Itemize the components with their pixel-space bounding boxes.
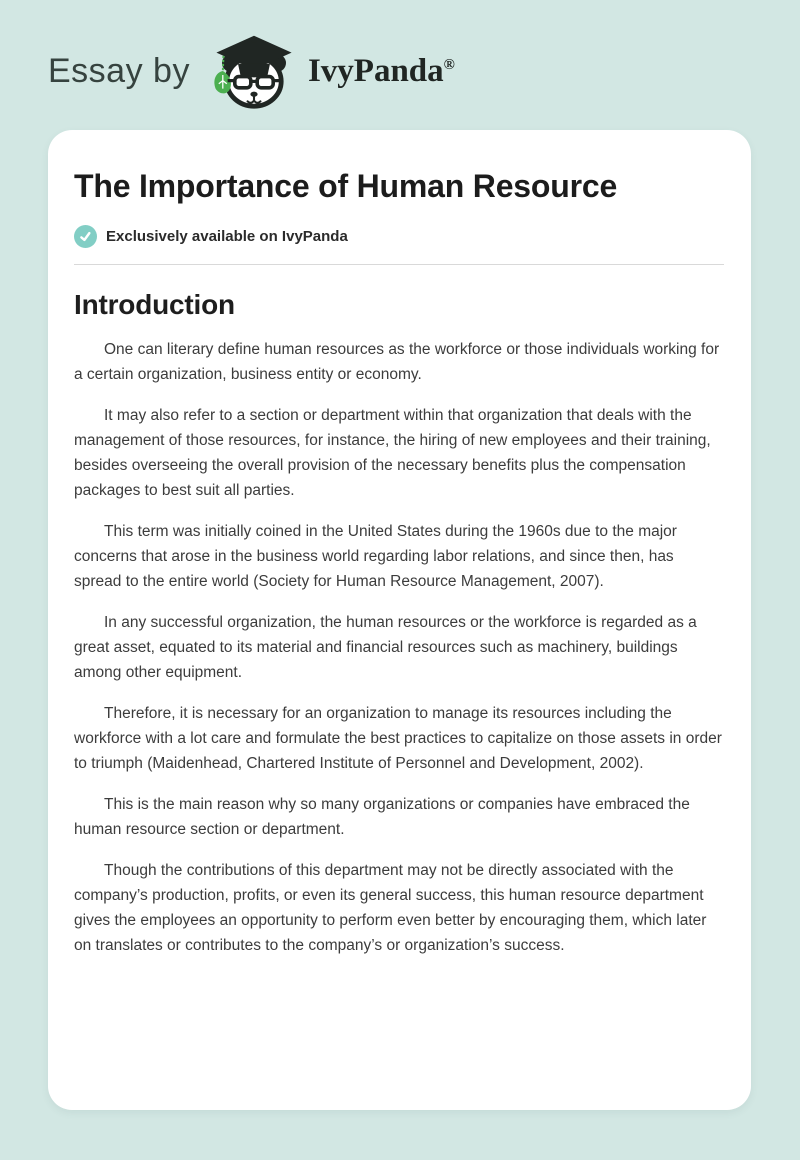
divider [74, 264, 724, 265]
availability-badge [74, 225, 724, 248]
availability-badge-label: Exclusively available on IvyPanda [106, 227, 348, 245]
essay-paragraph: This term was initially coined in the United States during the 1960s due to the major concerns that arose in the business world regarding labor relations, and since then, has spread to the entire world (Society for Human Resource Management, 2007). [74, 522, 677, 590]
page-title: The Importance of Human Resource [74, 168, 618, 204]
essay-paragraph: It may also refer to a section or department within that organization that deals with the management of those resources, for instance, the hiring of new employees and their training, besides overseeing the overall provision of the necessary benefits plus the compensation packages to best suit all parties. [74, 406, 711, 499]
ivypanda-panda-logo-icon [206, 29, 302, 113]
essay-by-label: Essay by [48, 51, 190, 90]
brand-wordmark: IvyPanda® [307, 52, 455, 89]
section-heading-introduction: Introduction [74, 288, 235, 320]
check-icon [74, 225, 97, 248]
essay-paragraph: One can literary define human resources as the workforce or those individuals working for a certain organization, business entity or economy. [74, 340, 720, 383]
essay-paragraph: This is the main reason why so many organizations or companies have embraced the human resource section or department. [74, 795, 690, 838]
essay-paragraph: In any successful organization, the human resources or the workforce is regarded as a great asset, equated to its material and financial resources such as machinery, buildings among other equipment. [74, 613, 697, 681]
page-header [0, 0, 800, 114]
essay-paragraph: Therefore, it is necessary for an organization to manage its resources including the workforce with a lot care and formulate the best practices to capitalize on those assets in order to triumph (Maidenhead, Chartered Institute of Personnel and Development, 2002). [74, 704, 722, 772]
essay-card [48, 130, 751, 1110]
essay-paragraph: Though the contributions of this department may not be directly associated with the company’s production, profits, or even its general success, this human resource department gives the employees an opportunity to perform even better by encouraging them, which later on translates or contributes to the company’s or organization’s success. [74, 861, 707, 954]
registered-trademark: ® [443, 56, 455, 73]
